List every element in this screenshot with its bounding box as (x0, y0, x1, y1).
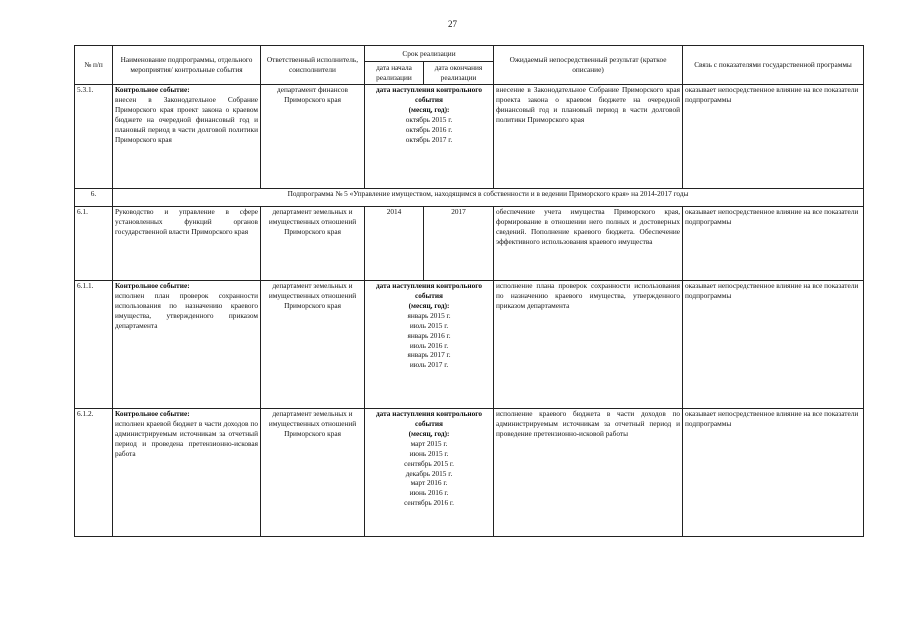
event-date: октябрь 2017 г. (405, 134, 453, 144)
event-date: сентябрь 2016 г. (404, 498, 454, 508)
row-event-dates (365, 85, 494, 189)
row-executor: департамент финансов Приморского края (261, 85, 365, 189)
event-date: октябрь 2016 г. (405, 124, 453, 134)
header-executor: Ответственный исполнитель, соисполнители (261, 46, 365, 85)
row-number: 6. (75, 189, 113, 207)
row-number: 6.1.1. (75, 281, 113, 409)
page-number: 27 (448, 19, 457, 29)
row-name (113, 409, 261, 537)
program-table (74, 45, 864, 537)
row-result: исполнение плана проверок сохранности использования по назначению краевого имущества, утвержденного приказом департамента (494, 281, 683, 409)
event-subheading: (месяц, год): (408, 300, 450, 310)
event-date: январь 2017 г. (407, 350, 451, 360)
row-text: исполнен план проверок сохранности использования по назначению краевого имущества, утвержденного приказом департамента (115, 290, 258, 330)
header-result: Ожидаемый непосредственный результат (краткое описание) (494, 46, 683, 85)
row-number: 6.1. (75, 207, 113, 281)
event-heading: дата наступления контрольного события (375, 281, 483, 300)
subprogram-title: Подпрограмма № 5 «Управление имуществом, находящимся в собственности и в ведении Приморского края» на 2014-2017 годы (113, 189, 864, 207)
row-end: 2017 (424, 207, 494, 281)
event-subheading: (месяц, год): (408, 104, 450, 114)
table-row (75, 85, 864, 189)
row-text: внесен в Законодательное Собрание Приморского края проект закона о краевом бюджете на очередной финансовый год и плановый период в части долговой политики Приморского края (115, 94, 258, 144)
table-row (75, 409, 864, 537)
row-name (113, 281, 261, 409)
row-title: Контрольное событие: (115, 85, 190, 94)
event-date: июнь 2015 г. (409, 448, 449, 458)
row-executor: департамент земельных и имущественных отношений Приморского края (261, 207, 365, 281)
table-row (75, 207, 864, 281)
row-text: исполнен краевой бюджет в части доходов по администрируемым источникам за отчетный период и проведена претензионно-исковая работа (115, 418, 258, 458)
row-title: Контрольное событие: (115, 409, 190, 418)
row-number: 6.1.2. (75, 409, 113, 537)
event-date: июль 2015 г. (409, 320, 449, 330)
event-date: март 2015 г. (410, 438, 448, 448)
row-event-dates (365, 409, 494, 537)
table-row (75, 281, 864, 409)
row-executor: департамент земельных и имущественных отношений Приморского края (261, 281, 365, 409)
row-executor: департамент земельных и имущественных отношений Приморского края (261, 409, 365, 537)
row-link: оказывает непосредственное влияние на все показатели подпрограммы (683, 281, 864, 409)
event-date: январь 2015 г. (407, 310, 451, 320)
event-date: октябрь 2015 г. (405, 114, 453, 124)
event-heading: дата наступления контрольного события (375, 85, 483, 104)
row-result: исполнение краевого бюджета в части доходов по администрируемым источникам за отчетный период и проведение претензионно-исковой работы (494, 409, 683, 537)
row-result: внесение в Законодательное Собрание Приморского края проекта закона о краевом бюджете на очередной финансовый год и плановый период в части долговой политики Приморского края (494, 85, 683, 189)
header-name: Наименование подпрограммы, отдельного мероприятия/ контрольные события (113, 46, 261, 85)
event-subheading: (месяц, год): (408, 428, 450, 438)
row-name (113, 85, 261, 189)
header-end: дата окончания реализации (424, 62, 494, 85)
event-date: сентябрь 2015 г. (404, 458, 454, 468)
header-num: № п/п (75, 46, 113, 85)
header-row (75, 46, 864, 62)
event-date: январь 2016 г. (407, 330, 451, 340)
row-number: 5.3.1. (75, 85, 113, 189)
event-date: июль 2016 г. (409, 340, 449, 350)
header-start: дата начала реализации (365, 62, 424, 85)
row-start: 2014 (365, 207, 424, 281)
row-name: Руководство и управление в сфере установленных функций органов государственной власти Приморского края (113, 207, 261, 281)
row-event-dates (365, 281, 494, 409)
event-heading: дата наступления контрольного события (375, 409, 483, 428)
event-date: июнь 2016 г. (409, 488, 449, 498)
event-date: декабрь 2015 г. (405, 468, 453, 478)
row-result: обеспечение учета имущества Приморского края, формирование в отношении него полных и достоверных сведений. Пополнение краевого бюджета. Обеспечение эффективного использования краевого имущества (494, 207, 683, 281)
header-period: Срок реализации (365, 46, 494, 62)
header-link: Связь с показателями государственной программы (683, 46, 864, 85)
event-date: март 2016 г. (410, 478, 448, 488)
row-link: оказывает непосредственное влияние на все показатели подпрограммы (683, 85, 864, 189)
event-date: июль 2017 г. (409, 360, 449, 370)
row-link: оказывает непосредственное влияние на все показатели подпрограммы (683, 409, 864, 537)
row-link: оказывает непосредственное влияние на все показатели подпрограммы (683, 207, 864, 281)
subprogram-row (75, 189, 864, 207)
row-title: Контрольное событие: (115, 281, 190, 290)
